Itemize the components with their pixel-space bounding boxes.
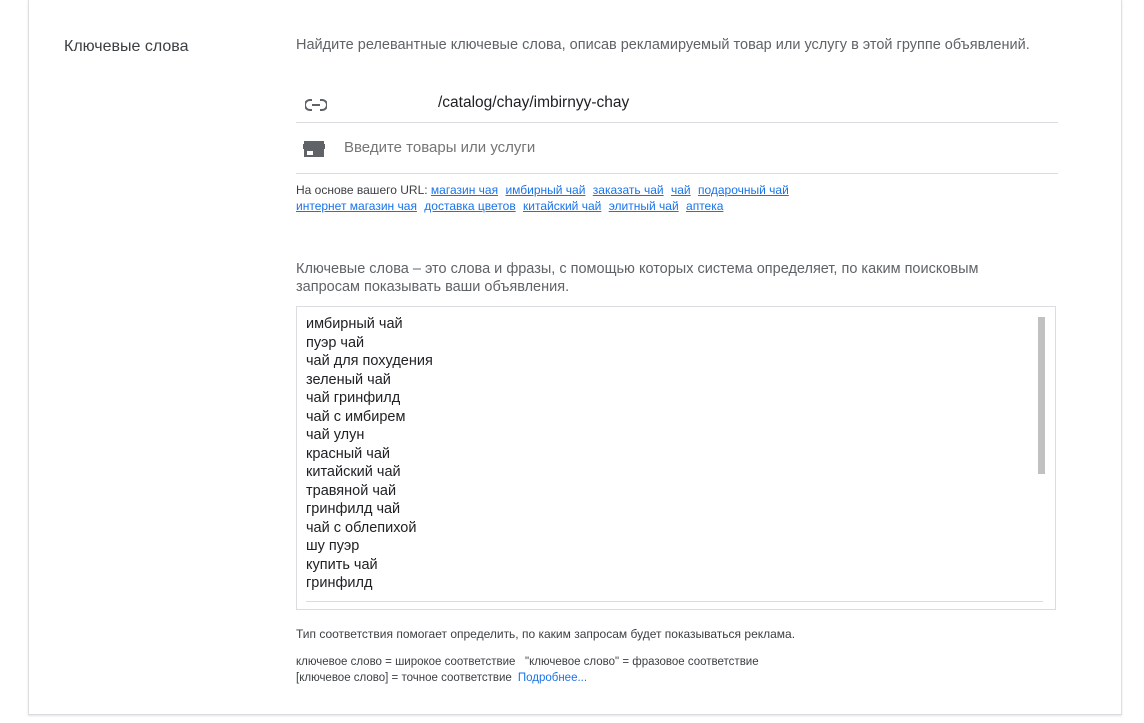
keyword-line[interactable]: красный чай [306,445,390,462]
suggestion-link[interactable]: элитный чай [608,199,679,213]
products-field[interactable] [296,123,1058,174]
keyword-line[interactable]: купить чай [306,556,378,573]
keyword-line[interactable]: чай с имбирем [306,408,406,425]
keywords-panel [296,36,1060,684]
suggestion-link[interactable]: заказать чай [592,183,664,197]
keywords-description: Ключевые слова – это слова и фразы, с помощью которых система определяет, по каким поисковым запросам показывать ваши объявления. [296,261,979,295]
keyword-line[interactable]: китайский чай [306,464,401,480]
keyword-line[interactable]: гринфилд [306,575,373,591]
match-type-help: Тип соответствия помогает определить, по каким запросам будет показываться реклама. [296,627,796,641]
keywords-textarea[interactable] [296,306,1056,610]
keyword-line[interactable]: имбирный чай [306,316,403,332]
match-types-line1: ключевое слово = широкое соответствие "ключевое слово" = фразовое соответствие [296,656,759,668]
suggestion-link[interactable]: аптека [686,199,724,213]
match-types-line2 [296,671,759,687]
keywords-list[interactable] [306,315,1026,593]
url-suggestions [296,182,1056,214]
suggestion-link[interactable]: доставка цветов [424,199,516,213]
suggestion-link[interactable]: интернет магазин чая [296,199,417,213]
exact-match-text: [ключевое слово] = точное соответствие [296,671,512,684]
learn-more-link[interactable]: Подробнее... [517,671,588,684]
suggestions-prefix: На основе вашего URL: [296,183,428,197]
url-field[interactable] [296,90,1058,123]
suggestion-link[interactable]: подарочный чай [697,183,789,197]
intro-text: Найдите релевантные ключевые слова, описав рекламируемый товар или услугу в этой группе объявлений. [296,37,1030,53]
suggestion-link[interactable]: магазин чая [430,183,499,197]
products-input[interactable] [344,139,944,156]
keywords-scrollbar[interactable] [1038,317,1045,474]
link-icon [305,98,327,112]
section-label: Ключевые слова [64,38,189,55]
store-icon [303,140,325,158]
keyword-line[interactable]: шу пуэр [306,538,360,554]
match-types-legend [296,655,759,686]
suggestion-link[interactable]: чай [670,183,691,197]
keyword-line[interactable]: гринфилд чай [306,501,401,517]
keyword-line[interactable]: пуэр чай [306,334,365,351]
suggestion-link[interactable]: имбирный чай [505,183,586,197]
keyword-line[interactable]: травяной чай [306,482,397,499]
suggestion-link[interactable]: китайский чай [523,199,602,213]
keyword-line[interactable]: чай с облепихой [306,519,417,536]
keyword-line[interactable]: чай для похудения [306,353,433,369]
textarea-underline [306,601,1043,602]
keyword-line[interactable]: чай улун [306,427,365,443]
keyword-line[interactable]: зеленый чай [306,371,391,388]
keyword-line[interactable]: чай гринфилд [306,390,401,406]
url-value[interactable]: /catalog/chay/imbirnyy-chay [438,94,630,111]
